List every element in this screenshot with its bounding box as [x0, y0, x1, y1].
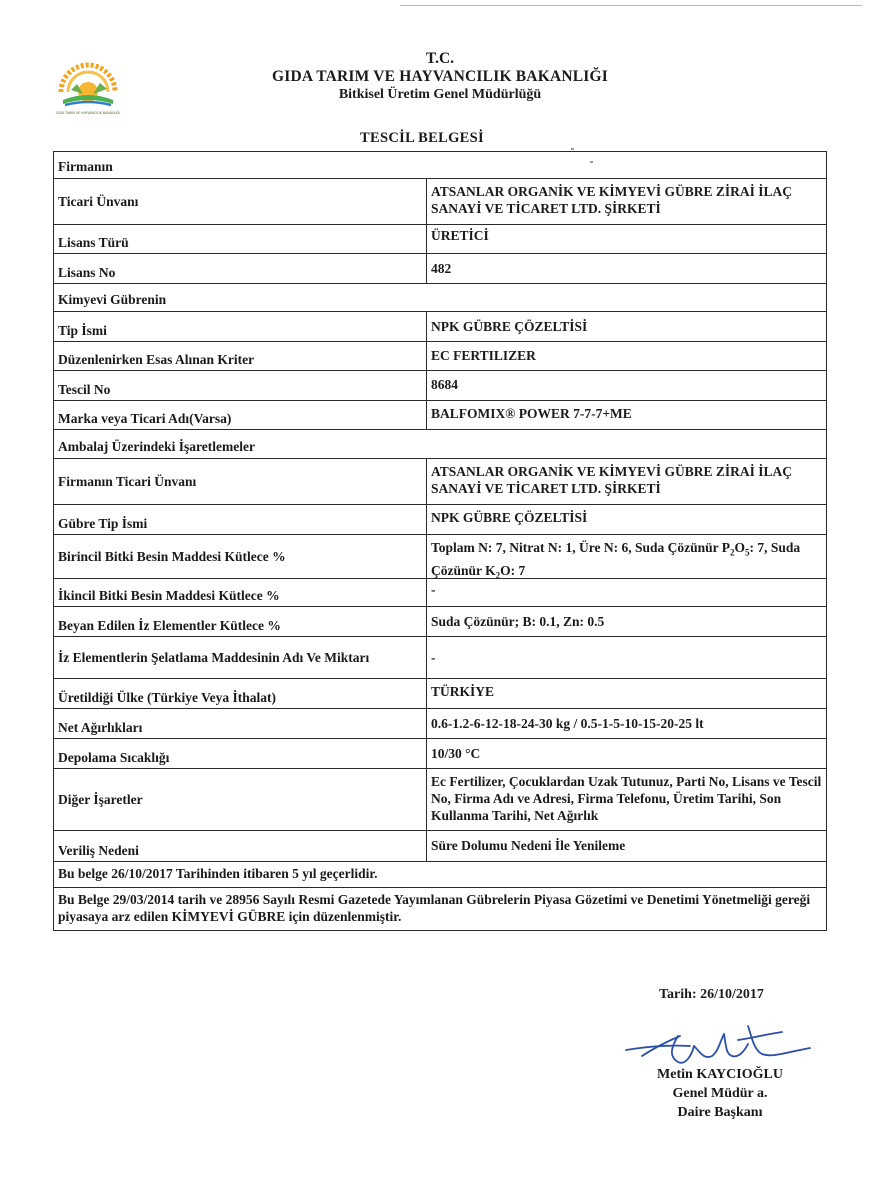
- table-row: [54, 505, 826, 535]
- signatory-name: Metin KAYCIOĞLU: [657, 1067, 783, 1082]
- row-label: İz Elementlerin Şelatlama Maddesinin Adı Ve Miktarı: [54, 637, 427, 678]
- row-value: BALFOMIX® POWER 7-7-7+ME: [431, 406, 632, 421]
- row-value: 10/30 °C: [431, 746, 481, 761]
- row-label: Diğer İşaretler: [54, 769, 427, 830]
- regulation-note-row: [54, 888, 826, 930]
- row-value: Toplam N: 7, Nitrat N: 1, Üre N: 6, Suda Çözünür $P_2O_5$: 7, Suda Çözünür $K_2O$: 7: [431, 540, 801, 581]
- row-value: ATSANLAR ORGANİK VE KİMYEVİ GÜBRE ZİRAİ İLAÇ SANAYİ VE TİCARET LTD. ŞİRKETİ: [431, 184, 793, 216]
- table-row: [54, 179, 826, 225]
- document-header: [120, 50, 760, 104]
- row-label: Lisans Türü: [54, 225, 427, 253]
- section-label: Ambalaj Üzerindeki İşaretlemeler: [58, 439, 255, 454]
- table-row: [54, 371, 826, 401]
- table-row: [54, 579, 826, 607]
- row-label: İkincil Bitki Besin Maddesi Kütlece %: [54, 579, 427, 606]
- table-row: [54, 225, 826, 254]
- row-label: Tip İsmi: [54, 312, 427, 341]
- table-row: [54, 679, 826, 709]
- validity-note: Bu belge 26/10/2017 Tarihinden itibaren 5 yıl geçerlidir.: [58, 866, 378, 881]
- row-label: Düzenlenirken Esas Alınan Kriter: [54, 342, 427, 370]
- row-value: NPK GÜBRE ÇÖZELTİSİ: [431, 319, 588, 334]
- table-row: [54, 831, 826, 862]
- section-row-fertilizer: [54, 284, 826, 312]
- row-label: Veriliş Nedeni: [54, 831, 427, 861]
- scan-speck: [571, 148, 574, 150]
- row-label: Net Ağırlıkları: [54, 709, 427, 738]
- signatory-department: Daire Başkanı: [677, 1105, 763, 1120]
- row-value: 8684: [431, 377, 458, 392]
- table-row: [54, 739, 826, 769]
- table-row: [54, 401, 826, 430]
- row-label: Ticari Ünvanı: [54, 179, 427, 224]
- row-value: TÜRKİYE: [431, 684, 495, 699]
- table-row: [54, 769, 826, 831]
- row-label: Depolama Sıcaklığı: [54, 739, 427, 768]
- regulation-note: Bu Belge 29/03/2014 tarih ve 28956 Sayılı Resmi Gazetede Yayımlanan Gübrelerin Piyasa Gözetimi ve Denetimi Yönetmeliği gereği piyasaya arz edilen KİMYEVİ GÜBRE için düzenlenmiştir.: [58, 892, 811, 924]
- validity-note-row: [54, 862, 826, 888]
- table-row: [54, 637, 826, 679]
- row-value: Ec Fertilizer, Çocuklardan Uzak Tutunuz, Parti No, Lisans ve Tescil No, Firma Adı ve Adresi, Firma Telefonu, Üretim Tarihi, Son Kullanma Tarihi, Net Ağırlık: [431, 774, 822, 823]
- table-row: [54, 607, 826, 637]
- section-label: Firmanın: [58, 159, 113, 174]
- row-label: Üretildiği Ülke (Türkiye Veya İthalat): [54, 679, 427, 708]
- section-row-package: [54, 430, 826, 459]
- row-value: EC FERTILIZER: [431, 348, 536, 363]
- row-label: Lisans No: [54, 254, 427, 283]
- row-label: Gübre Tip İsmi: [54, 505, 427, 534]
- row-value: -: [431, 650, 436, 665]
- section-label: Kimyevi Gübrenin: [58, 292, 167, 307]
- row-label: Marka veya Ticari Adı(Varsa): [54, 401, 427, 429]
- table-row: [54, 459, 826, 505]
- row-value: Süre Dolumu Nedeni İle Yenileme: [431, 838, 626, 853]
- table-row: [54, 312, 826, 342]
- ministry-name: GIDA TARIM VE HAYVANCILIK BAKANLIĞI: [271, 68, 609, 85]
- row-label: Beyan Edilen İz Elementler Kütlece %: [54, 607, 427, 636]
- row-label: Firmanın Ticari Ünvanı: [54, 459, 427, 504]
- scan-speck: [590, 161, 593, 163]
- signatory-title: Genel Müdür a.: [672, 1086, 768, 1101]
- row-value: ATSANLAR ORGANİK VE KİMYEVİ GÜBRE ZİRAİ İLAÇ SANAYİ VE TİCARET LTD. ŞİRKETİ: [431, 464, 793, 496]
- table-row: [54, 254, 826, 284]
- document-title: TESCİL BELGESİ: [360, 130, 484, 146]
- table-row: [54, 535, 826, 579]
- table-row: [54, 342, 826, 371]
- row-value: NPK GÜBRE ÇÖZELTİSİ: [431, 510, 588, 525]
- scan-top-line: [400, 5, 862, 6]
- row-label: Birincil Bitki Besin Maddesi Kütlece %: [54, 535, 427, 578]
- registration-table: [53, 151, 827, 931]
- logo-caption: GIDA TARIM VE HAYVANCILIK BAKANLIĞI: [56, 111, 120, 115]
- section-row-firm: [54, 152, 826, 179]
- signatory-block: [620, 1065, 820, 1122]
- row-value: ÜRETİCİ: [431, 228, 489, 243]
- directorate-name: Bitkisel Üretim Genel Müdürlüğü: [338, 87, 542, 102]
- water-icon: [65, 102, 111, 105]
- row-value: 0.6-1.2-6-12-18-24-30 kg / 0.5-1-5-10-15-20-25 lt: [431, 716, 704, 731]
- ministry-logo: [53, 54, 123, 120]
- row-value: Suda Çözünür; B: 0.1, Zn: 0.5: [431, 614, 605, 629]
- row-value: -: [431, 582, 436, 597]
- table-row: [54, 709, 826, 739]
- row-label: Tescil No: [54, 371, 427, 400]
- issue-date: Tarih: 26/10/2017: [659, 987, 764, 1002]
- row-value: 482: [431, 261, 452, 276]
- country-label: T.C.: [425, 50, 455, 67]
